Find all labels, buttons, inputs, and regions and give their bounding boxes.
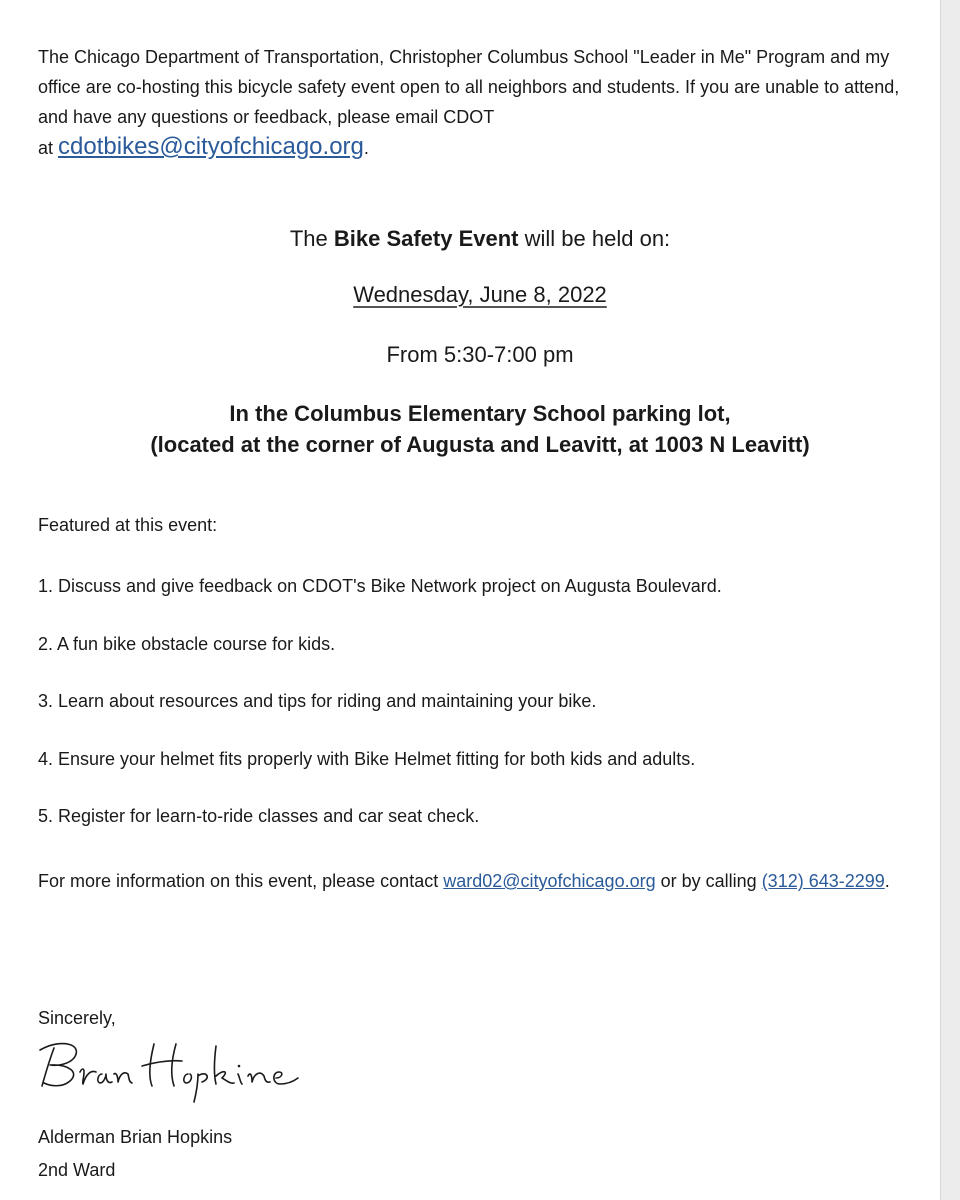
phone-link[interactable]: (312) 643-2299 [761, 871, 885, 891]
list-item: 3. Learn about resources and tips for riding and maintaining your bike. [38, 691, 597, 711]
list-item: 1. Discuss and give feedback on CDOT's Bike Network project on Augusta Boulevard. [38, 576, 722, 596]
contact-middle: or by calling [660, 871, 757, 891]
location-line-2: (located at the corner of Augusta and Leavitt, at 1003 N Leavitt) [150, 432, 810, 457]
featured-title: Featured at this event: [38, 515, 218, 535]
intro-paragraph [38, 42, 928, 163]
list-item: 4. Ensure your helmet fits properly with Bike Helmet fitting for both kids and adults. [38, 748, 696, 769]
event-location [0, 398, 941, 460]
featured-list [38, 572, 722, 860]
cdot-email-link[interactable]: cdotbikes@cityofchicago.org [58, 133, 364, 160]
event-heading [0, 224, 941, 254]
ward-email-link[interactable]: ward02@cityofchicago.org [443, 871, 656, 891]
intro-period: . [363, 138, 369, 158]
event-date-text: Wednesday, June 8, 2022 [353, 282, 607, 307]
contact-prefix: For more information on this event, please contact [38, 871, 439, 891]
event-name: Bike Safety Event [333, 226, 519, 251]
list-item: 5. Register for learn-to-ride classes and car seat check. [38, 806, 480, 826]
held-suffix: will be held on: [524, 226, 671, 251]
sincerely: Sincerely, [38, 1008, 116, 1028]
held-prefix: The [289, 226, 328, 251]
contact-period: . [884, 871, 890, 891]
signature-image [36, 1034, 306, 1106]
sender-ward: 2nd Ward [38, 1160, 116, 1180]
event-date [0, 280, 941, 310]
intro-text: The Chicago Department of Transportation, Christopher Columbus School "Leader in Me" Program and my office are co-hosting this bicycle safety event open to all neighbors and students. If you are unable to attend, and have any questions or feedback, please email CDOT [38, 47, 900, 127]
contact-paragraph [38, 866, 918, 896]
location-line-1: In the Columbus Elementary School parking lot, [229, 401, 731, 426]
sender-name: Alderman Brian Hopkins [38, 1127, 233, 1147]
event-time: From 5:30-7:00 pm [386, 342, 574, 367]
intro-at: at [38, 138, 54, 158]
list-item: 2. A fun bike obstacle course for kids. [38, 633, 336, 654]
